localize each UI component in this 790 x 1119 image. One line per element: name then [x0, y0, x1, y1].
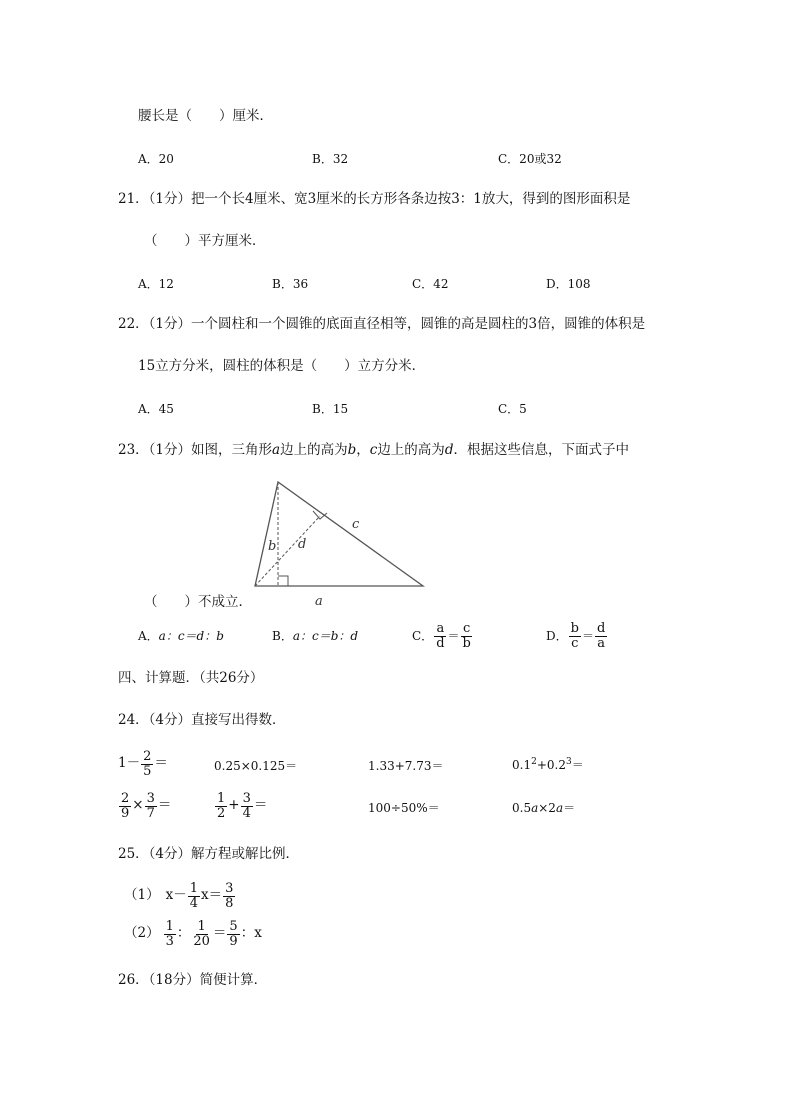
- q21-option-b: B．36: [272, 277, 309, 291]
- figure-label-c: c: [352, 517, 360, 532]
- q20-option-c: C．20或32: [498, 152, 562, 166]
- q21-option-d: D．108: [546, 277, 591, 291]
- q24-expr-5: $\frac{2}{9}$ × $\frac{3}{7}$ ＝: [121, 791, 172, 821]
- q23-option-b: B．a：c＝b：d: [272, 629, 359, 643]
- q24-stem: 24．（4分）直接写出得数．: [118, 712, 286, 728]
- q25-equation-1: （1） x－ $\frac{1}{4}$ x＝ $\frac{3}{8}$: [124, 881, 234, 911]
- section-4-title: 四、计算题．（共26分）: [118, 670, 264, 686]
- q23-stem-line1: 23．（1分）如图，三角形a边上的高为b，c边上的高为d．根据这些信息，下面式子中: [118, 442, 629, 458]
- q25-equation-2: （2） $\frac{1}{3}$ ： $\frac{1}{20}$ ＝ $\frac{5}{9}$ ：x: [124, 919, 262, 949]
- q23-stem-line2: （ ）不成立．: [144, 594, 252, 610]
- q22-option-c: C．5: [498, 402, 527, 416]
- q25-stem: 25．（4分）解方程或解比例．: [118, 846, 300, 862]
- figure-label-b: b: [268, 539, 277, 554]
- q20-stem: 腰长是（ ）厘米．: [138, 108, 273, 124]
- q24-expr-1: 1－ $\frac{2}{5}$ ＝: [118, 749, 168, 779]
- q20-option-b: B．32: [312, 152, 349, 166]
- figure-label-d: d: [298, 537, 307, 552]
- q23-option-d: D． $\frac{b}{c}$ ＝ $\frac{d}{a}$: [546, 621, 606, 651]
- q22-option-a: A．45: [138, 402, 174, 416]
- q21-option-a: A．12: [138, 277, 174, 291]
- q21-stem-line1: 21．（1分）把一个长4厘米、宽3厘米的长方形各条边按3：1放大，得到的图形面积是: [118, 191, 631, 207]
- q24-expr-6: $\frac{1}{2}$ + $\frac{3}{4}$ ＝: [217, 791, 268, 821]
- q22-option-b: B．15: [312, 402, 349, 416]
- q24-expr-7: 100÷50%＝: [368, 801, 440, 815]
- q24-expr-8: 0.5a×2a＝: [512, 801, 576, 815]
- q22-stem-line2: 15立方分米，圆柱的体积是（ ）立方分米．: [138, 358, 426, 374]
- q23-option-c: C． $\frac{a}{d}$ ＝ $\frac{c}{b}$: [412, 621, 471, 651]
- q23-option-a: A．a：c＝d：b: [138, 629, 224, 643]
- q22-stem-line1: 22．（1分）一个圆柱和一个圆锥的底面直径相等，圆锥的高是圆柱的3倍，圆锥的体积是: [118, 316, 646, 332]
- triangle-figure: [240, 470, 440, 615]
- q24-expr-3: 1.33+7.73＝: [368, 759, 444, 773]
- q24-expr-4: $0.1^2+0.2^3=$: [512, 757, 584, 772]
- q24-expr-2: 0.25×0.125＝: [214, 759, 298, 773]
- q21-stem-line2: （ ）平方厘米．: [144, 233, 266, 249]
- q20-option-a: A．20: [138, 152, 174, 166]
- q21-option-c: C．42: [412, 277, 449, 291]
- figure-label-a: a: [315, 594, 323, 609]
- q26-stem: 26．（18分）简便计算．: [118, 972, 268, 988]
